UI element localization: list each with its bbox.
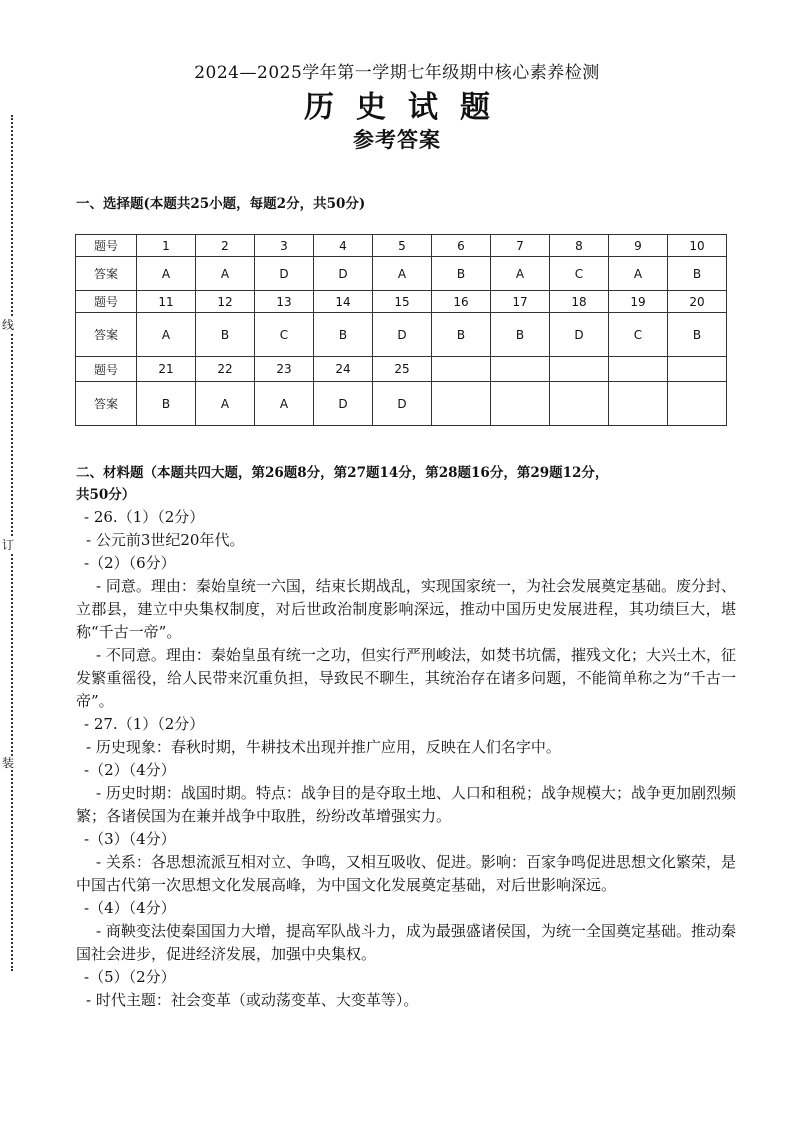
answer-line: - 历史时期：战国时期。特点：战争目的是夺取土地、人口和租税；战争规模大；战争更加剧烈频繁；各诸侯国为在兼并战争中取胜，纷纷改革增强实力。 [76, 784, 736, 825]
table-row [76, 257, 727, 291]
question-number-cell: 24 [314, 357, 373, 382]
answer-cell: A [609, 257, 668, 291]
answer-cell: A [196, 257, 255, 291]
binding-char-ding: 订 [1, 538, 14, 552]
question-number-cell: 15 [373, 291, 432, 313]
answer-cell [432, 382, 491, 426]
answer-cell: B [432, 313, 491, 357]
question-number-cell: 19 [609, 291, 668, 313]
answer-cell: B [314, 313, 373, 357]
answer-cell: D [255, 257, 314, 291]
question-number-cell: 10 [668, 235, 727, 257]
question-number-cell: 3 [255, 235, 314, 257]
answer-cell: A [373, 257, 432, 291]
answer-line: -（3）（4分） [84, 830, 176, 848]
question-number-cell: 1 [137, 235, 196, 257]
answer-line: -（2）（6分） [84, 554, 176, 572]
question-number-cell: 20 [668, 291, 727, 313]
row-label: 题号 [76, 235, 137, 257]
answer-line: - 27.（1）（2分） [84, 715, 205, 733]
answer-cell: C [550, 257, 609, 291]
table-row [76, 313, 727, 357]
answer-cell: A [255, 382, 314, 426]
answer-cell: B [196, 313, 255, 357]
answer-cell: B [432, 257, 491, 291]
question-number-cell: 9 [609, 235, 668, 257]
table-row [76, 235, 727, 257]
question-number-cell: 6 [432, 235, 491, 257]
table-row [76, 357, 727, 382]
answer-cell: D [373, 313, 432, 357]
table-row [76, 291, 727, 313]
question-number-cell [491, 357, 550, 382]
row-label: 题号 [76, 291, 137, 313]
answer-cell: D [373, 382, 432, 426]
binding-char-xian: 线 [1, 318, 14, 332]
question-number-cell [668, 357, 727, 382]
answer-cell [609, 382, 668, 426]
question-number-cell: 23 [255, 357, 314, 382]
answer-line: -（2）（4分） [84, 761, 176, 779]
table-row [76, 382, 727, 426]
answer-line: -（5）（2分） [84, 968, 176, 986]
answer-cell [668, 382, 727, 426]
answer-line: - 公元前3世纪20年代。 [86, 531, 245, 549]
section2-title-line2: 共50分） [76, 487, 136, 503]
answer-line: - 26.（1）（2分） [84, 508, 205, 526]
answer-cell: A [196, 382, 255, 426]
answer-cell: A [137, 313, 196, 357]
question-number-cell: 2 [196, 235, 255, 257]
question-number-cell: 12 [196, 291, 255, 313]
answer-line: - 关系：各思想流派互相对立、争鸣，又相互吸收、促进。影响：百家争鸣促进思想文化繁荣，是中国古代第一次思想文化发展高峰，为中国文化发展奠定基础，对后世影响深远。 [76, 853, 736, 894]
answer-cell [550, 382, 609, 426]
question-number-cell: 7 [491, 235, 550, 257]
question-number-cell [432, 357, 491, 382]
question-number-cell: 22 [196, 357, 255, 382]
answer-key-title: 参考答案 [353, 127, 441, 152]
answer-line: - 同意。理由：秦始皇统一六国，结束长期战乱，实现国家统一，为社会发展奠定基础。废分封、立郡县，建立中央集权制度，对后世政治制度影响深远，推动中国历史发展进程，其功绩巨大，堪称“千古一帝”。 [76, 577, 736, 641]
section1-title: 一、选择题(本题共25小题，每题2分，共50分) [76, 196, 366, 212]
answer-cell: B [491, 313, 550, 357]
answer-cell: B [668, 257, 727, 291]
question-number-cell: 13 [255, 291, 314, 313]
answer-cell [491, 382, 550, 426]
question-number-cell: 18 [550, 291, 609, 313]
row-label: 答案 [76, 313, 137, 357]
question-number-cell: 16 [432, 291, 491, 313]
question-number-cell: 25 [373, 357, 432, 382]
answer-cell: A [491, 257, 550, 291]
answer-line: - 时代主题：社会变革（或动荡变革、大变革等）。 [86, 991, 419, 1009]
answer-cell: D [314, 382, 373, 426]
question-number-cell: 5 [373, 235, 432, 257]
answer-cell: C [255, 313, 314, 357]
question-number-cell: 8 [550, 235, 609, 257]
answer-table [75, 234, 727, 426]
question-number-cell: 21 [137, 357, 196, 382]
subject-title: 历史试题 [304, 90, 512, 125]
answer-cell: D [314, 257, 373, 291]
answer-cell: D [550, 313, 609, 357]
question-number-cell: 11 [137, 291, 196, 313]
answer-cell: B [668, 313, 727, 357]
section2 [76, 462, 736, 1012]
row-label: 答案 [76, 382, 137, 426]
answer-line: -（4）（4分） [84, 899, 176, 917]
question-number-cell [550, 357, 609, 382]
row-label: 答案 [76, 257, 137, 291]
question-number-cell [609, 357, 668, 382]
question-number-cell: 4 [314, 235, 373, 257]
answer-cell: A [137, 257, 196, 291]
answer-line: - 不同意。理由：秦始皇虽有统一之功，但实行严刑峻法，如焚书坑儒，摧残文化；大兴土木，征发繁重徭役，给人民带来沉重负担，导致民不聊生，其统治存在诸多问题，不能简单称之为“千古一帝”。 [76, 646, 736, 710]
binding-char-zhuang: 装 [1, 756, 14, 770]
answer-cell: C [609, 313, 668, 357]
question-number-cell: 17 [491, 291, 550, 313]
answer-cell: B [137, 382, 196, 426]
section2-title-line1: 二、材料题（本题共四大题，第26题8分，第27题14分，第28题16分，第29题12分， [76, 465, 609, 481]
section2-answers [76, 506, 736, 1012]
row-label: 题号 [76, 357, 137, 382]
answer-line: - 商鞅变法使秦国国力大增，提高军队战斗力，成为最强盛诸侯国，为统一全国奠定基础。推动秦国社会进步，促进经济发展，加强中央集权。 [76, 922, 736, 963]
exam-title: 2024—2025学年第一学期七年级期中核心素养检测 [194, 63, 600, 83]
answer-line: - 历史现象：春秋时期，牛耕技术出现并推广应用，反映在人们名字中。 [86, 738, 561, 756]
question-number-cell: 14 [314, 291, 373, 313]
